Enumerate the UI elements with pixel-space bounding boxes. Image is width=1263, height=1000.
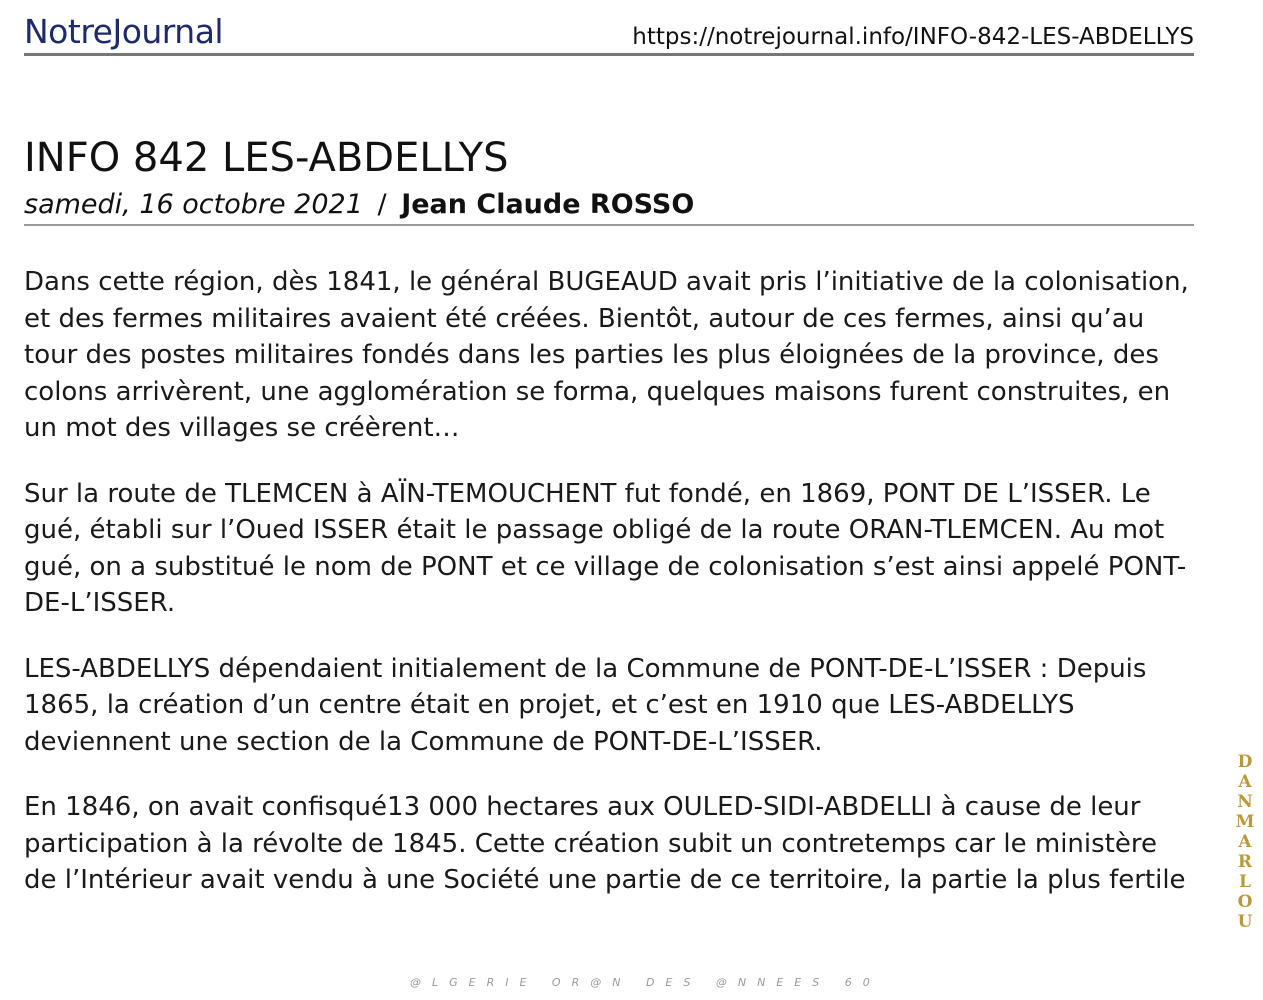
article-paragraph: Dans cette région, dès 1841, le général BUGEAUD avait pris l’initiative de la colonisation, et des fermes militaires avaient été créées. Bientôt, autour de ces fermes, ainsi qu’au tour des postes militaires fondés dans les parties les plus éloignées de la province, des colons arrivèrent, une agglomération se forma, quelques maisons furent construites, en un mot des villages se créèrent… bbox=[24, 267, 1189, 443]
masthead bbox=[24, 0, 1194, 56]
article-paragraph: LES-ABDELLYS dépendaient initialement de la Commune de PONT-DE-L’ISSER : Depuis 1865, la création d’un centre était en projet, et c’est en 1910 que LES-ABDELLYS deviennent une section de la Commune de PONT-DE-L’ISSER. bbox=[24, 653, 1147, 757]
article-author: Jean Claude ROSSO bbox=[401, 189, 695, 220]
article-title: INFO 842 LES-ABDELLYS bbox=[24, 135, 509, 181]
byline-separator: / bbox=[377, 189, 387, 220]
byline bbox=[24, 188, 1194, 226]
article-page bbox=[24, 0, 1194, 928]
site-name[interactable]: NotreJournal bbox=[24, 12, 224, 51]
vertical-watermark: DANMARLOU bbox=[1235, 752, 1255, 932]
article-body bbox=[24, 264, 1194, 899]
article-paragraph: En 1846, on avait confisqué13 000 hectares aux OULED-SIDI-ABDELLI à cause de leur participation à la révolte de 1845. Cette création subit un contretemps car le ministère de l’Intérieur avait vendu à une Société une partie de ce territoire, la partie la plus fertile bbox=[24, 792, 1186, 895]
bottom-watermark: @LGERIE OR@N DES @NNEES 60 bbox=[410, 976, 881, 989]
page-url[interactable]: https://notrejournal.info/INFO-842-LES-ABDELLYS bbox=[632, 24, 1194, 50]
article-date: samedi, 16 octobre 2021 bbox=[24, 189, 363, 220]
article-paragraph: Sur la route de TLEMCEN à AÏN-TEMOUCHENT fut fondé, en 1869, PONT DE L’ISSER. Le gué, établi sur l’Oued ISSER était le passage obligé de la route ORAN-TLEMCEN. Au mot gué, on a substitué le nom de PONT et ce village de colonisation s’est ainsi appelé PONT-DE-L’ISSER. bbox=[24, 478, 1187, 618]
